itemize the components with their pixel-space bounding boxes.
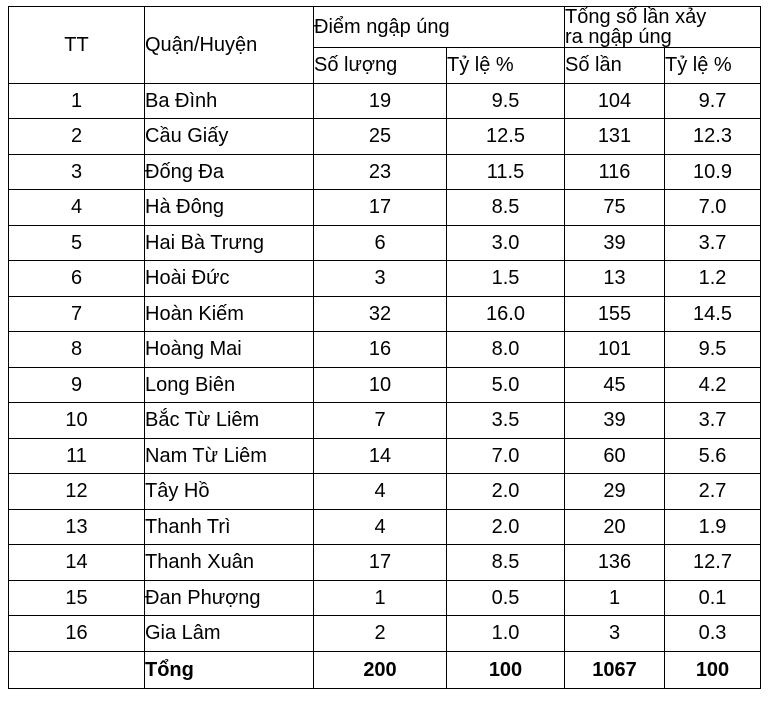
cell-times: 1 bbox=[565, 580, 665, 616]
cell-district: Đống Đa bbox=[145, 154, 314, 190]
cell-percent: 3.0 bbox=[447, 225, 565, 261]
cell-percent2: 12.7 bbox=[665, 545, 761, 581]
table-row bbox=[9, 225, 761, 261]
header-total-occurrences bbox=[565, 7, 761, 48]
cell-tt: 2 bbox=[9, 119, 145, 155]
header-flood-points: Điểm ngập úng bbox=[314, 7, 565, 48]
cell-percent: 1.0 bbox=[447, 616, 565, 652]
cell-times: 45 bbox=[565, 367, 665, 403]
cell-times: 155 bbox=[565, 296, 665, 332]
cell-times: 101 bbox=[565, 332, 665, 368]
cell-district: Đan Phượng bbox=[145, 580, 314, 616]
cell-percent2: 1.2 bbox=[665, 261, 761, 297]
cell-count: 1 bbox=[314, 580, 447, 616]
flood-statistics-table bbox=[8, 6, 761, 689]
cell-times: 3 bbox=[565, 616, 665, 652]
header-total-line1: Tổng số lần xảy bbox=[565, 6, 707, 28]
cell-count: 4 bbox=[314, 474, 447, 510]
cell-percent: 3.5 bbox=[447, 403, 565, 439]
header-tt: TT bbox=[9, 7, 145, 84]
cell-times: 29 bbox=[565, 474, 665, 510]
table-row bbox=[9, 545, 761, 581]
cell-tt: 11 bbox=[9, 438, 145, 474]
cell-tt: 12 bbox=[9, 474, 145, 510]
cell-tt: 4 bbox=[9, 190, 145, 226]
cell-tt: 1 bbox=[9, 83, 145, 119]
cell-count: 16 bbox=[314, 332, 447, 368]
cell-count: 23 bbox=[314, 154, 447, 190]
cell-tt: 7 bbox=[9, 296, 145, 332]
table-row bbox=[9, 119, 761, 155]
table-row bbox=[9, 83, 761, 119]
cell-times: 20 bbox=[565, 509, 665, 545]
cell-times: 131 bbox=[565, 119, 665, 155]
cell-percent2: 7.0 bbox=[665, 190, 761, 226]
cell-district: Nam Từ Liêm bbox=[145, 438, 314, 474]
cell-times: 116 bbox=[565, 154, 665, 190]
cell-percent: 11.5 bbox=[447, 154, 565, 190]
cell-percent: 8.0 bbox=[447, 332, 565, 368]
cell-percent2: 3.7 bbox=[665, 403, 761, 439]
total-label: Tổng bbox=[145, 651, 314, 688]
cell-percent: 8.5 bbox=[447, 190, 565, 226]
cell-times: 60 bbox=[565, 438, 665, 474]
cell-percent: 12.5 bbox=[447, 119, 565, 155]
table-row bbox=[9, 367, 761, 403]
cell-tt: 3 bbox=[9, 154, 145, 190]
table-row bbox=[9, 261, 761, 297]
cell-count: 17 bbox=[314, 545, 447, 581]
cell-district: Long Biên bbox=[145, 367, 314, 403]
cell-percent: 5.0 bbox=[447, 367, 565, 403]
cell-tt: 6 bbox=[9, 261, 145, 297]
cell-times: 39 bbox=[565, 225, 665, 261]
table-row bbox=[9, 474, 761, 510]
table-row bbox=[9, 616, 761, 652]
header-district: Quận/Huyện bbox=[145, 7, 314, 84]
table-row bbox=[9, 403, 761, 439]
cell-percent: 16.0 bbox=[447, 296, 565, 332]
total-tt-empty bbox=[9, 651, 145, 688]
cell-tt: 9 bbox=[9, 367, 145, 403]
cell-count: 6 bbox=[314, 225, 447, 261]
cell-tt: 10 bbox=[9, 403, 145, 439]
cell-percent2: 5.6 bbox=[665, 438, 761, 474]
cell-percent2: 2.7 bbox=[665, 474, 761, 510]
table-header bbox=[9, 7, 761, 84]
cell-district: Ba Đình bbox=[145, 83, 314, 119]
cell-count: 7 bbox=[314, 403, 447, 439]
cell-times: 136 bbox=[565, 545, 665, 581]
cell-district: Cầu Giấy bbox=[145, 119, 314, 155]
total-percent2: 100 bbox=[665, 651, 761, 688]
table-row bbox=[9, 296, 761, 332]
cell-district: Hoài Đức bbox=[145, 261, 314, 297]
total-times: 1067 bbox=[565, 651, 665, 688]
cell-count: 32 bbox=[314, 296, 447, 332]
cell-tt: 14 bbox=[9, 545, 145, 581]
cell-percent2: 4.2 bbox=[665, 367, 761, 403]
cell-percent: 8.5 bbox=[447, 545, 565, 581]
header-percent2: Tỷ lệ % bbox=[665, 48, 761, 84]
table-row bbox=[9, 154, 761, 190]
cell-percent: 0.5 bbox=[447, 580, 565, 616]
cell-tt: 13 bbox=[9, 509, 145, 545]
header-total-line2: ra ngập úng bbox=[565, 26, 672, 48]
cell-district: Hoàn Kiếm bbox=[145, 296, 314, 332]
table-body bbox=[9, 83, 761, 688]
cell-district: Bắc Từ Liêm bbox=[145, 403, 314, 439]
cell-percent: 2.0 bbox=[447, 509, 565, 545]
table-row bbox=[9, 438, 761, 474]
cell-times: 39 bbox=[565, 403, 665, 439]
cell-count: 2 bbox=[314, 616, 447, 652]
total-percent: 100 bbox=[447, 651, 565, 688]
total-row bbox=[9, 651, 761, 688]
cell-percent2: 14.5 bbox=[665, 296, 761, 332]
cell-count: 3 bbox=[314, 261, 447, 297]
cell-district: Tây Hồ bbox=[145, 474, 314, 510]
cell-count: 19 bbox=[314, 83, 447, 119]
cell-district: Thanh Xuân bbox=[145, 545, 314, 581]
total-count: 200 bbox=[314, 651, 447, 688]
cell-district: Hoàng Mai bbox=[145, 332, 314, 368]
cell-percent: 9.5 bbox=[447, 83, 565, 119]
cell-district: Thanh Trì bbox=[145, 509, 314, 545]
header-row-main bbox=[9, 7, 761, 48]
cell-percent: 1.5 bbox=[447, 261, 565, 297]
cell-tt: 16 bbox=[9, 616, 145, 652]
cell-tt: 15 bbox=[9, 580, 145, 616]
cell-district: Hà Đông bbox=[145, 190, 314, 226]
table-row bbox=[9, 190, 761, 226]
header-count: Số lượng bbox=[314, 48, 447, 84]
cell-percent2: 9.5 bbox=[665, 332, 761, 368]
cell-count: 25 bbox=[314, 119, 447, 155]
cell-percent2: 0.3 bbox=[665, 616, 761, 652]
cell-district: Hai Bà Trưng bbox=[145, 225, 314, 261]
cell-percent2: 10.9 bbox=[665, 154, 761, 190]
cell-percent2: 1.9 bbox=[665, 509, 761, 545]
cell-percent2: 0.1 bbox=[665, 580, 761, 616]
cell-tt: 8 bbox=[9, 332, 145, 368]
cell-times: 13 bbox=[565, 261, 665, 297]
cell-percent: 7.0 bbox=[447, 438, 565, 474]
table-row bbox=[9, 580, 761, 616]
cell-times: 104 bbox=[565, 83, 665, 119]
cell-percent2: 12.3 bbox=[665, 119, 761, 155]
cell-district: Gia Lâm bbox=[145, 616, 314, 652]
header-percent: Tỷ lệ % bbox=[447, 48, 565, 84]
cell-percent2: 3.7 bbox=[665, 225, 761, 261]
cell-times: 75 bbox=[565, 190, 665, 226]
cell-count: 10 bbox=[314, 367, 447, 403]
table-row bbox=[9, 332, 761, 368]
cell-percent2: 9.7 bbox=[665, 83, 761, 119]
cell-tt: 5 bbox=[9, 225, 145, 261]
cell-count: 17 bbox=[314, 190, 447, 226]
cell-count: 14 bbox=[314, 438, 447, 474]
cell-percent: 2.0 bbox=[447, 474, 565, 510]
header-times: Số lần bbox=[565, 48, 665, 84]
cell-count: 4 bbox=[314, 509, 447, 545]
table-row bbox=[9, 509, 761, 545]
